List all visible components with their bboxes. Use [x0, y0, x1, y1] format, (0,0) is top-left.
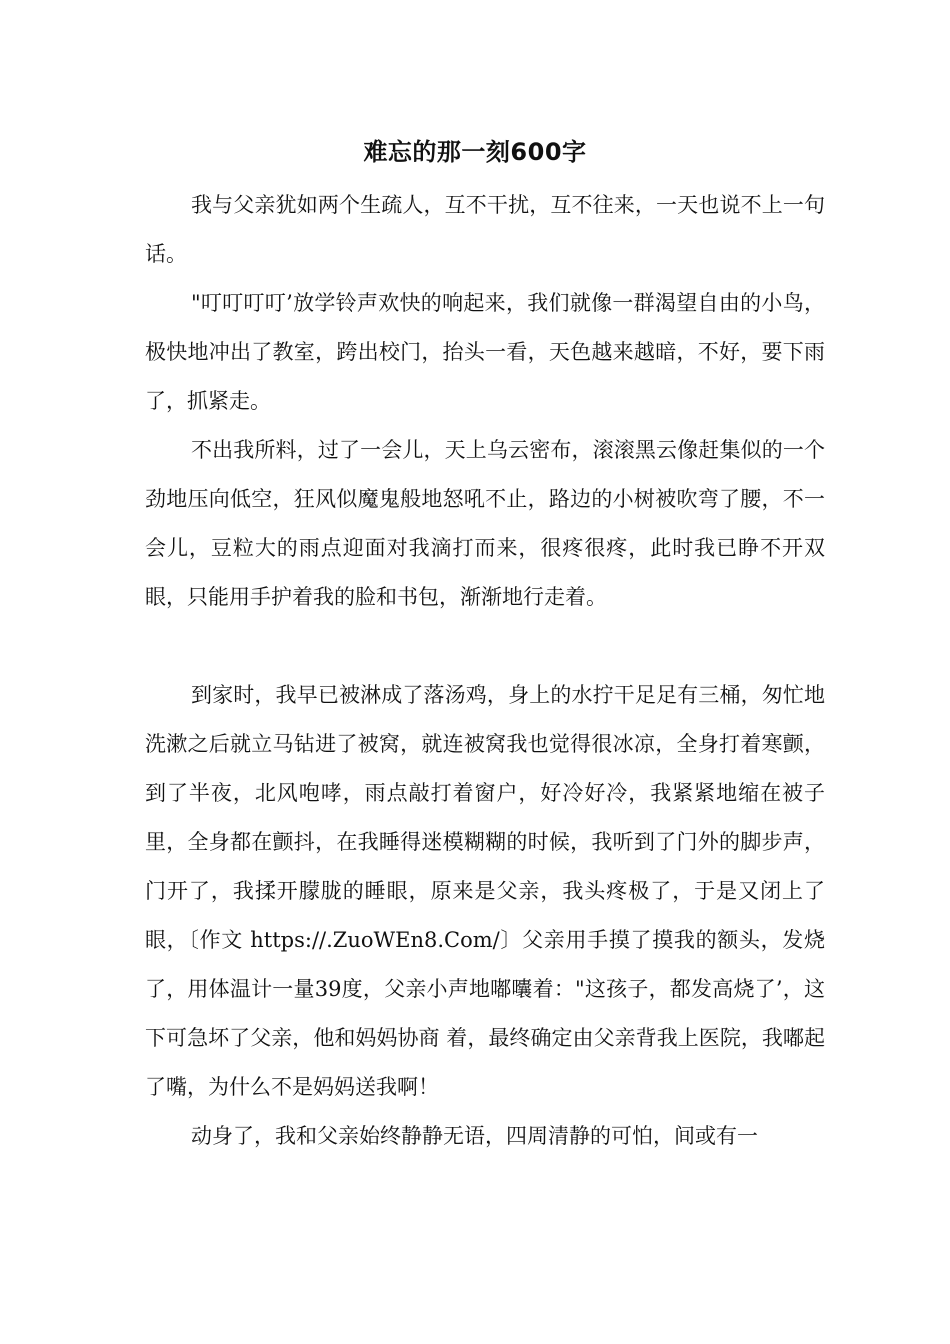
paragraph: 到家时，我早已被淋成了落汤鸡，身上的水拧干足足有三桶，匆忙地洗漱之后就立马钻进了被窝，就连被窝我也觉得很冰凉，全身打着寒颤，到了半夜，北风咆哮，雨点敲打着窗户，好冷好冷，我紧紧地缩在被子里，全身都在颤抖，在我睡得迷模糊糊的时候，我听到了门外的脚步声，门开了，我揉开朦胧的睡眼，原来是父亲，我头疼极了，于是又闭上了眼，〔作文 https://.ZuoWEn8.Com/〕父亲用手摸了摸我的额头，发烧了，用体温计一量39度，父亲小声地嘟囔着："这孩子，都发高烧了’，这下可急坏了父亲，他和妈妈协商 着，最终确定由父亲背我上医院，我嘟起了嘴，为什么不是妈妈送我啊！: [145, 683, 825, 1099]
document-body: [145, 181, 825, 1161]
paragraph: "叮叮叮叮’放学铃声欢快的响起来，我们就像一群渴望自由的小鸟，极快地冲出了教室，跨出校门，抬头一看，天色越来越暗，不好，要下雨了，抓紧走。: [145, 291, 825, 413]
paragraph: 我与父亲犹如两个生疏人，互不干扰，互不往来，一天也说不上一句话。: [145, 193, 825, 266]
document-title: 难忘的那一刻600字: [363, 138, 587, 166]
paragraph: 不出我所料，过了一会儿，天上乌云密布，滚滚黑云像赶集似的一个劲地压向低空，狂风似魔鬼般地怒吼不止，路边的小树被吹弯了腰，不一会儿，豆粒大的雨点迎面对我滴打而来，很疼很疼，此时我已睁不开双眼，只能用手护着我的脸和书包，渐渐地行走着。: [145, 438, 825, 609]
paragraph-spacer: [145, 622, 825, 671]
paragraph: 动身了，我和父亲始终静静无语，四周清静的可怕，间或有一: [191, 1124, 758, 1148]
